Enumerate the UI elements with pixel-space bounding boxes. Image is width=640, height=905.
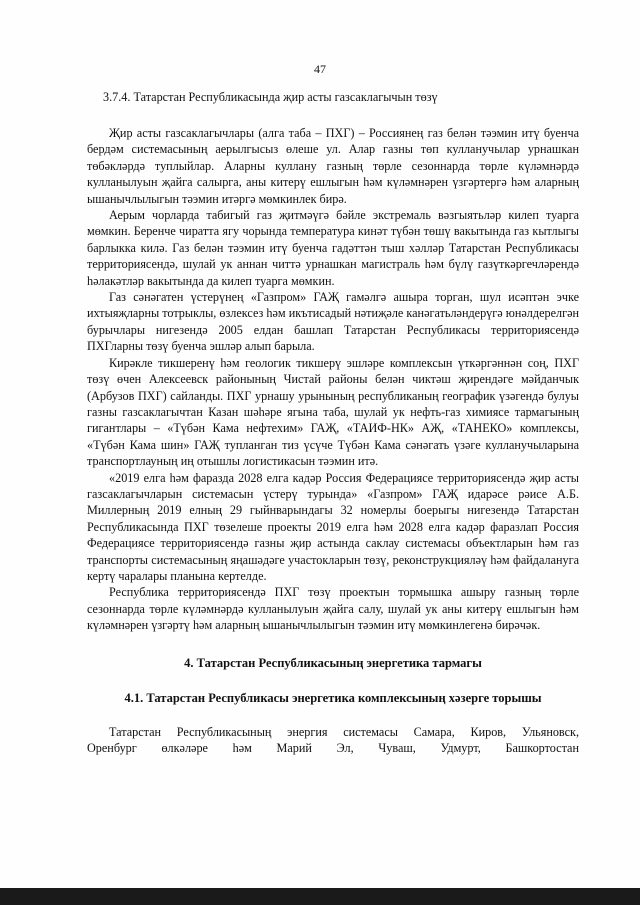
paragraph: «2019 елга һәм фаразда 2028 елга кадәр Россия Федерациясе территориясендә җир асты газсаклагычларын системасын үстерү турында» «Газпром» ГАҖ идарәсе рәисе А.Б. Миллерның 2019 елның 29 гыйнварындагы 32 номерлы боерыгы нигезендә Татарстан Республикасында ПХГ төзелеше проекты 2019 елга һәм 2028 елга кадәр фаразлап Россия Федерациясе территориясендә газны җир астында саклау системасы объектларын һәм газ транспорты системасының яңашәдәге участокларын төзү, реконструкцияләү һәм файдалануга кертү чаралары планына кертелде.: [87, 470, 579, 583]
section-title: 4. Татарстан Республикасының энергетика тармагы: [184, 655, 482, 670]
subsection-heading: 4.1. Татарстан Республикасы энергетика комплексының хәзерге торышы: [124, 690, 542, 705]
page-content: [87, 90, 579, 756]
paragraph: Газ сәнәгатен үстерүнең «Газпром» ГАҖ гамәлгә ашыра торган, шул исәптән эчке ихтыяҗларны тотрыклы, өзлексез һәм икътисадый нәтиҗәле канәгатьләндерүгә юнәлдерелгән бурычлары нигезендә 2005 елдан башлап Татарстан Республикасы территориясендә ПХГларны төзү буенча эшләр алып барыла.: [87, 290, 579, 354]
scan-bottom-edge: [0, 888, 640, 905]
paragraph: Аерым чорларда табигый газ җитмәүгә бәйле экстремаль вәзгыятьләр килеп туарга мөмкин. Беренче чиратта ягу чорында температура кинәт түбән төшү вакытында газ кытлыгы барлыкка килә. Газ белән тәэмин итү буенча гадәттән тыш хәлләр Татарстан Республикасы территориясендә, шулай ук аннан читтә урнашкан магистраль һәм бүлү газүткәргечләрендә һәлакәтләр вакытында да килеп туарга мөмкин.: [87, 208, 579, 288]
page-number: 47: [314, 62, 326, 76]
paragraph: Җир асты газсаклагычлары (алга таба – ПХГ) – Россиянең газ белән тәэмин итү буенча бердәм системасының аерылгысыз өлеше ул. Алар газны төп кулланучылар урнашкан төбәкләрдә туплыйлар. Аларны куллану газның төрле сезоннарда төрле күләмнәрдә кулланылуын җайга салырга, аны китерү ешлыгын һәм күләмнәрен үзгәртергә һәм аларның ышанычлылыгын тәэмин итәргә мөмкинлек бирә.: [87, 126, 579, 206]
paragraph: Республика территориясендә ПХГ төзү проектын тормышка ашыру газның төрле сезоннарда төрле күләмнәрдә кулланылуын җайга салу, шулай ук аны китерү ешлыгын һәм күләмнәрен үзгәртү һәм аларның ышанычлылыгын тәэмин итү мөмкинлегенә бирәчәк.: [87, 585, 579, 633]
paragraph: [87, 724, 579, 740]
final-paragraph-text: Татарстан Республикасының энергия системасы Самара, Киров, Ульяновск,: [109, 724, 579, 739]
paragraph: Кирәкле тикшеренү һәм геологик тикшерү эшләре комплексын үткәргәннән соң, ПХГ төзү өчен Алексеевск районының Чистай районы белән чиктәш җирендәге мәйданчык (Арбузов ПХГ) сайланды. ПХГ урнашу урынының республиканың географик үзәгендә булуы газны газсаклагычтан Казан шәһәре ягына таба, шулай ук нефть-газ химиясе тармагының гигантлары – «Түбән Кама нефтехим» ГАҖ, «ТАИФ-НК» АҖ, «ТАНЕКО» комплексы, «Түбән Кама шин» ГАҖ тупланган тиз үсүче Түбән Кама сәнәгать үзәге кулланучыларына транспортлауның иң отышлы логистикасын тәэмин итә.: [87, 355, 579, 469]
final-line: Оренбург өлкәләре һәм Марий Эл, Чуваш, Удмурт, Башкортостан: [87, 741, 579, 755]
subsection-title: 3.7.4. Татарстан Республикасында җир асты газсаклагычын төзү: [103, 90, 438, 104]
